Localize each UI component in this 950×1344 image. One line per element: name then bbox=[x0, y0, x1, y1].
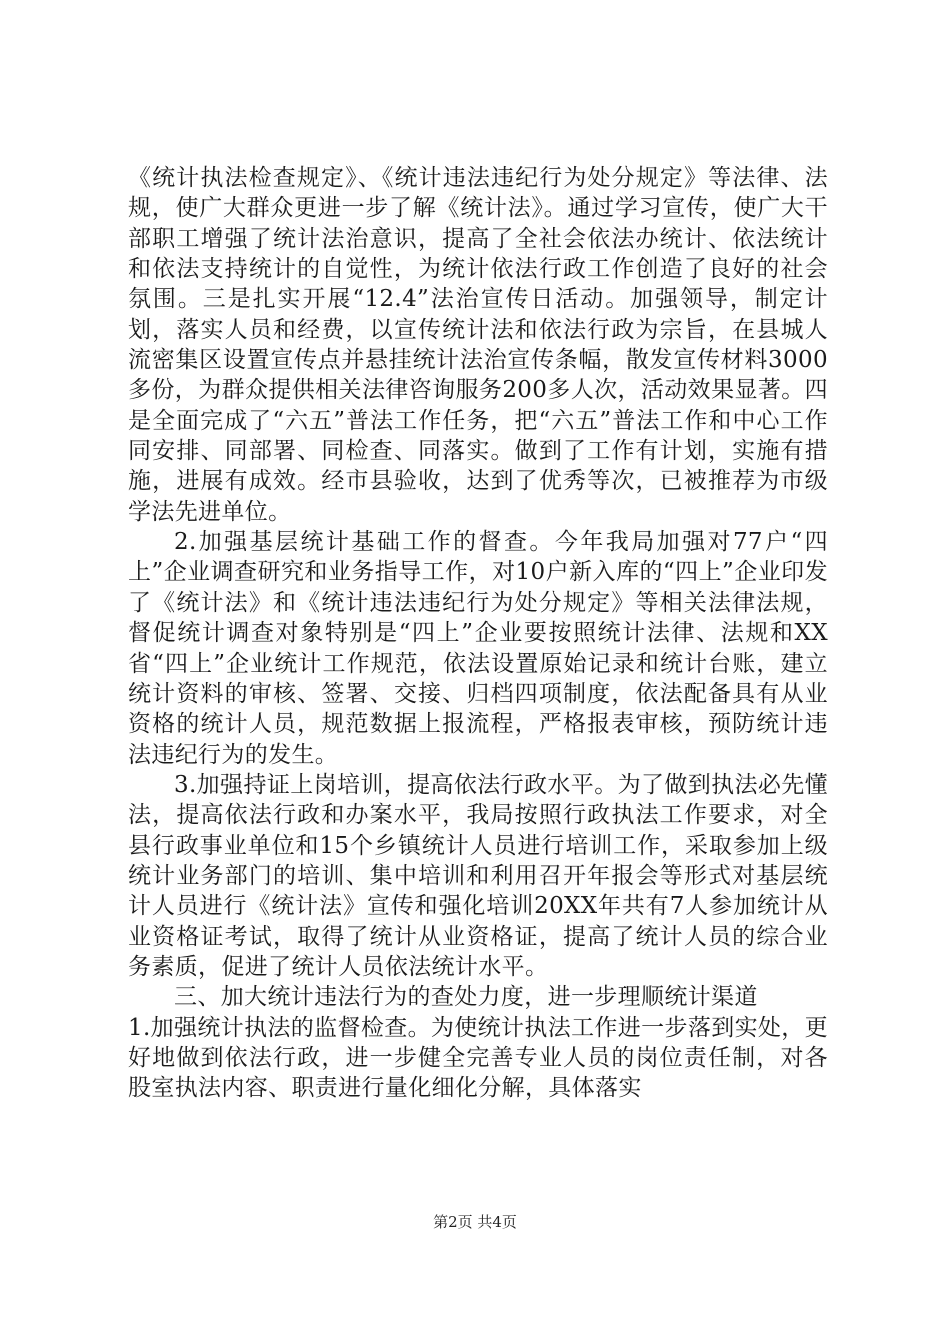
document-body bbox=[128, 163, 828, 1104]
paragraph-certification-training: 3.加强持证上岗培训，提高依法行政水平。为了做到执法必先懂法，提高依法行政和办案水平，我局按照行政执法工作要求，对全县行政事业单位和15个乡镇统计人员进行培训工作，采取参加上级统计业务部门的培训、集中培训和利用召开年报会等形式对基层统计人员进行《统计法》宣传和强化培训20XX年共有7人参加统计从业资格证考试，取得了统计从业资格证，提高了统计人员的综合业务素质，促进了统计人员依法统计水平。 bbox=[128, 771, 828, 980]
paragraph-law-publicity: 《统计执法检查规定》、《统计违法违纪行为处分规定》等法律、法规，使广大群众更进一步了解《统计法》。通过学习宣传，使广大干部职工增强了统计法治意识，提高了全社会依法办统计、依法统计和依法支持统计的自觉性，为统计依法行政工作创造了良好的社会氛围。三是扎实开展“12.4”法治宣传日活动。加强领导，制定计划，落实人员和经费，以宣传统计法和依法行政为宗旨，在县城人流密集区设置宣传点并悬挂统计法治宣传条幅，散发宣传材料3000多份，为群众提供相关法律咨询服务200多人次，活动效果显著。四是全面完成了“六五”普法工作任务，把“六五”普法工作和中心工作同安排、同部署、同检查、同落实。做到了工作有计划，实施有措施，进展有成效。经市县验收，达到了优秀等次，已被推荐为市级学法先进单位。 bbox=[128, 165, 828, 525]
paragraph-grassroots-supervision: 2.加强基层统计基础工作的督查。今年我局加强对77户“四上”企业调查研究和业务指导工作，对10户新入库的“四上”企业印发了《统计法》和《统计违法违纪行为处分规定》等相关法律法规，督促统计调查对象特别是“四上”企业要按照统计法律、法规和XX省“四上”企业统计工作规范，依法设置原始记录和统计台账，建立统计资料的审核、签署、交接、归档四项制度，依法配备具有从业资格的统计人员，规范数据上报流程，严格报表审核，预防统计违法违纪行为的发生。 bbox=[128, 529, 828, 768]
section-heading-three: 三、加大统计违法行为的查处力度，进一步理顺统计渠道 bbox=[174, 984, 758, 1011]
page-number-footer: 第2页 共4页 bbox=[433, 1213, 517, 1231]
paragraph-enforcement-inspection: 1.加强统计执法的监督检查。为使统计执法工作进一步落到实处，更好地做到依法行政，进一步健全完善专业人员的岗位责任制，对各股室执法内容、职责进行量化细化分解，具体落实 bbox=[128, 1014, 828, 1102]
